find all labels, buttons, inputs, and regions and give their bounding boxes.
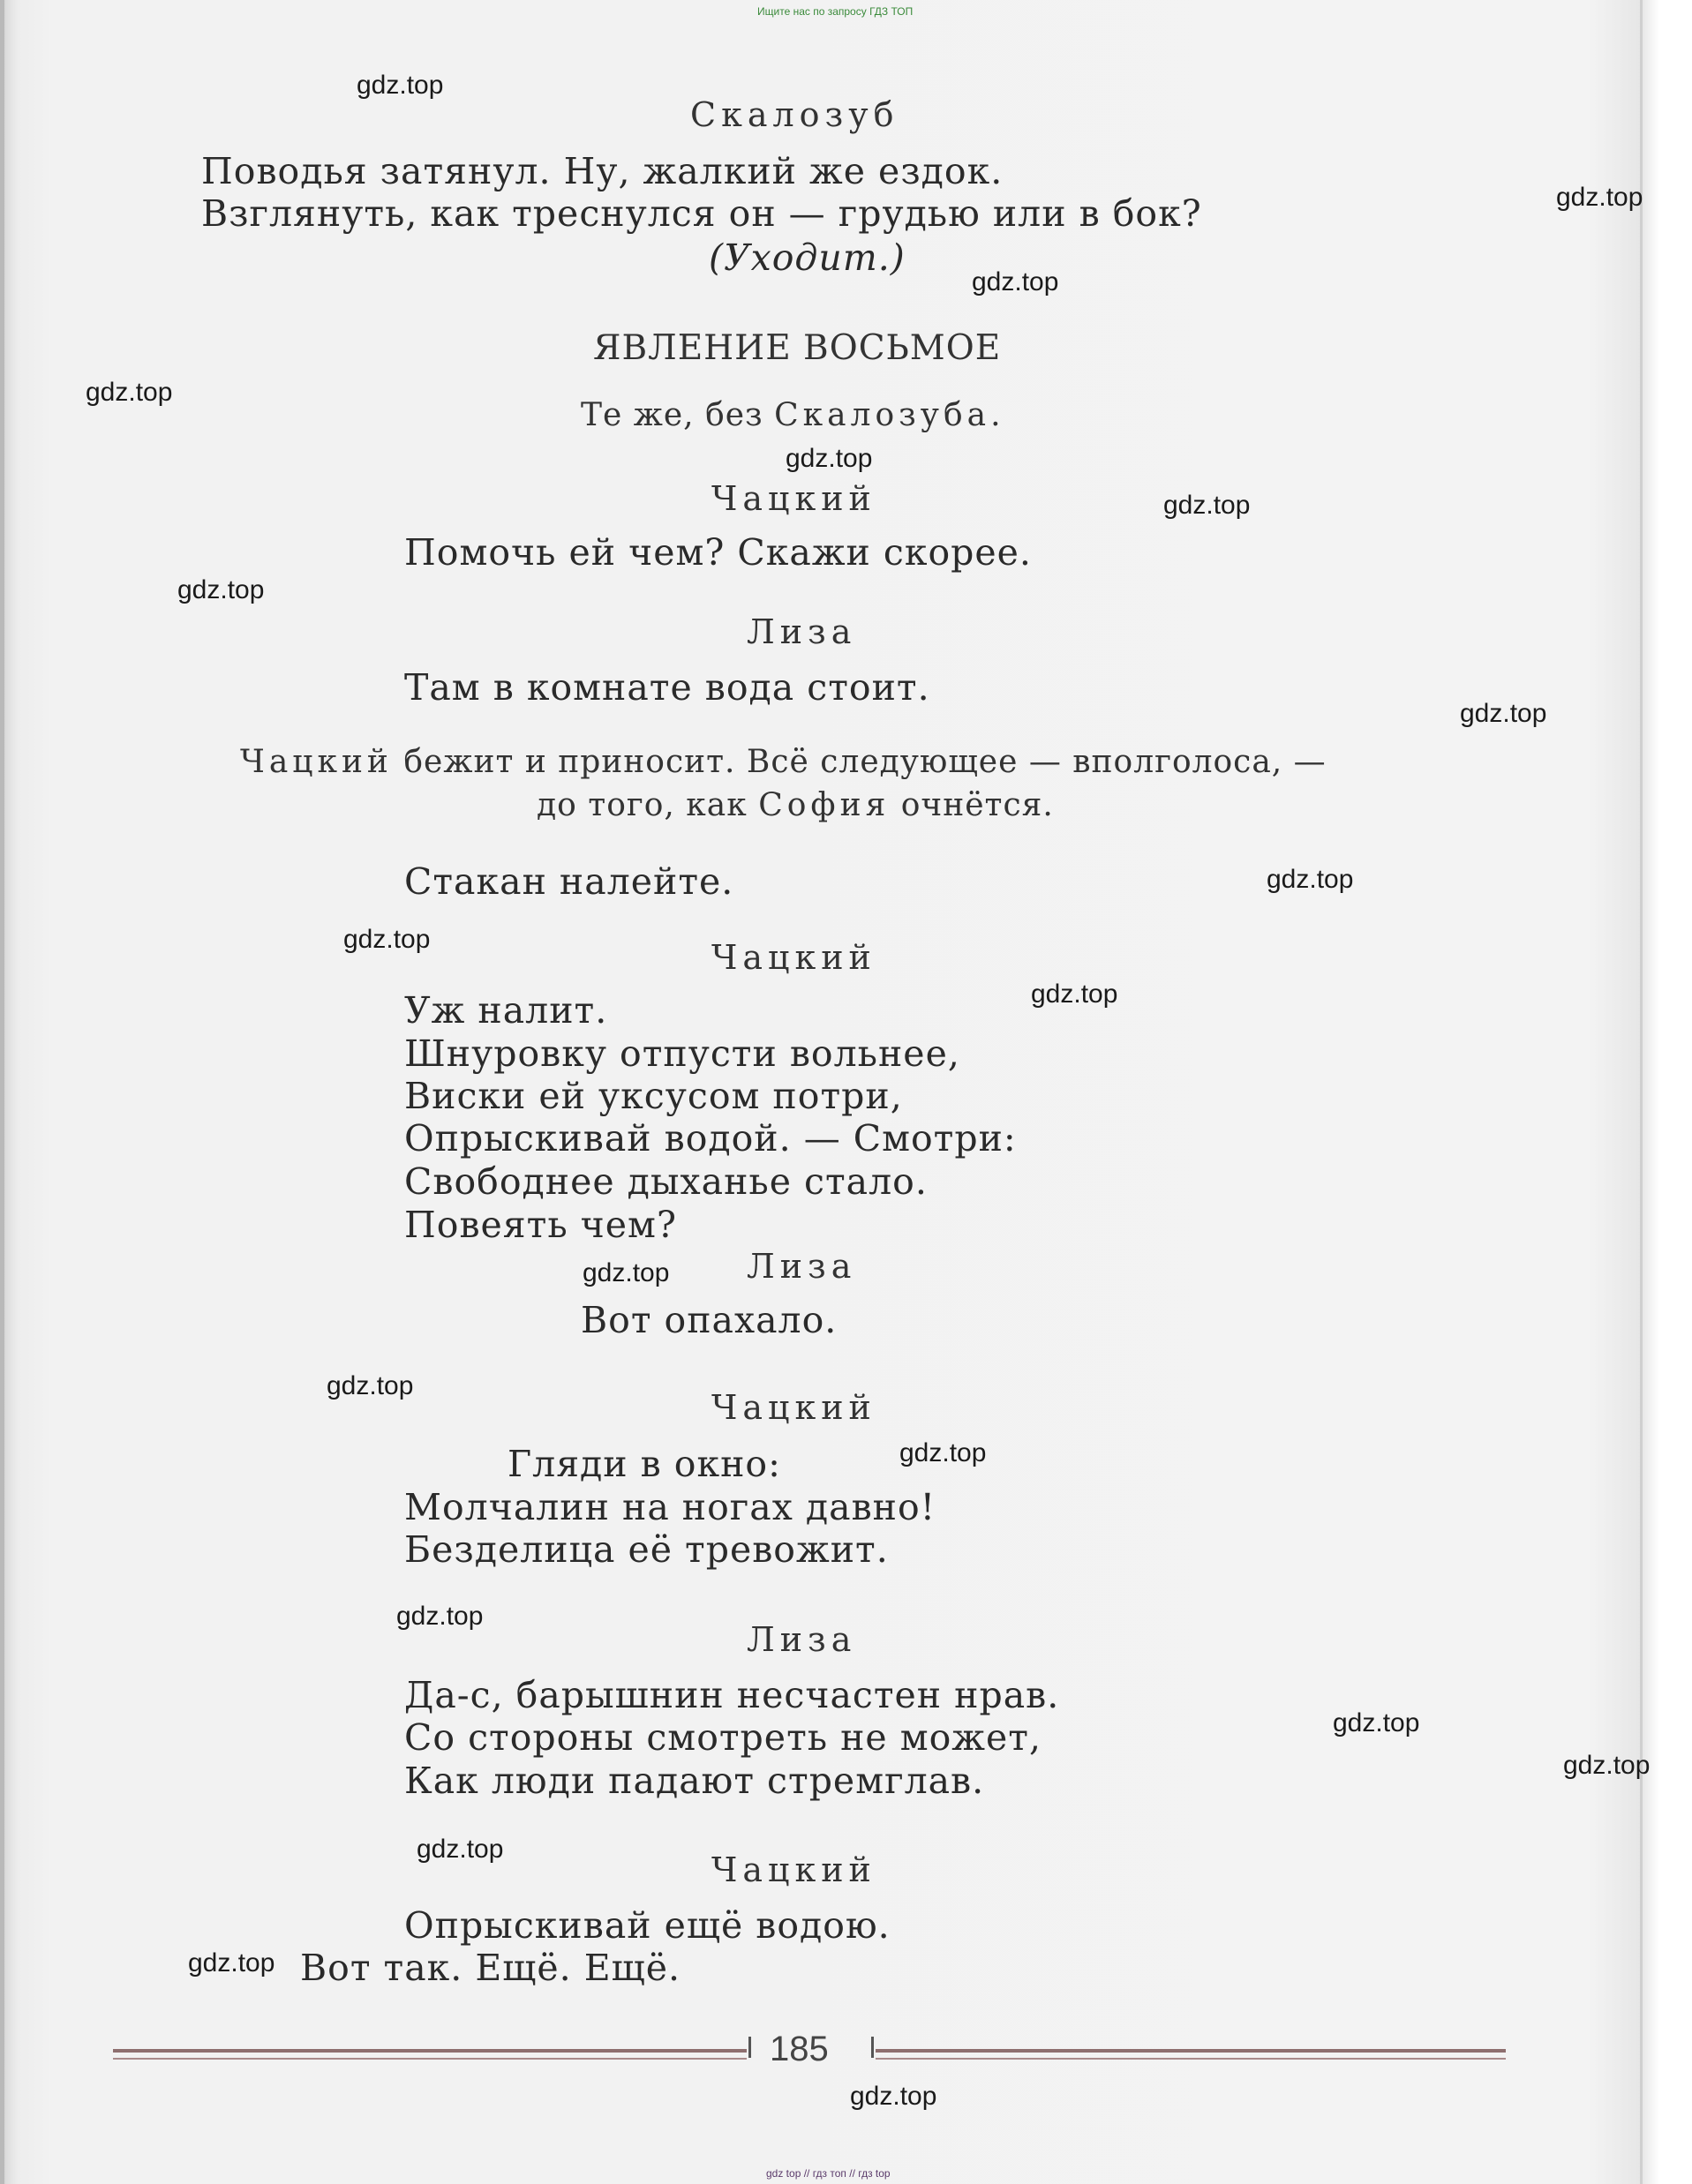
stage-direction-exit: (Уходит.) — [709, 236, 906, 279]
direction-text: очнётся. — [890, 787, 1054, 823]
stage-direction — [537, 787, 1054, 823]
watermark: gdz.top — [1333, 1708, 1420, 1737]
watermark: gdz.top — [850, 2082, 937, 2111]
footer-tick-right — [871, 2037, 874, 2058]
verse-line: Виски ей уксусом потри, — [404, 1075, 903, 1117]
top-banner: Ищите нас по запросу ГДЗ ТОП — [757, 5, 914, 18]
speaker-chatsky: Чацкий — [711, 479, 876, 518]
stage-direction — [240, 744, 1327, 780]
verse-line: Гляди в окно: — [508, 1443, 781, 1485]
bottom-banner: gdz top // гдз топ // гдз top — [766, 2167, 891, 2180]
watermark: gdz.top — [343, 925, 431, 954]
watermark: gdz.top — [1556, 183, 1643, 212]
footer-rule-right — [876, 2049, 1506, 2053]
watermark: gdz.top — [899, 1438, 987, 1467]
verse-line: Взглянуть, как треснулся он — грудью или в бок? — [201, 192, 1202, 235]
watermark: gdz.top — [1460, 699, 1547, 728]
speaker-liza: Лиза — [747, 1247, 857, 1286]
verse-line: Опрыскивай ещё водою. — [404, 1904, 891, 1947]
verse-line: Опрыскивай водой. — Смотри: — [404, 1117, 1017, 1160]
footer-rule-right — [876, 2058, 1506, 2060]
speaker-chatsky: Чацкий — [711, 1850, 876, 1889]
watermark: gdz.top — [357, 71, 444, 100]
verse-line: Со стороны смотреть не может, — [404, 1716, 1042, 1759]
page-left-edge — [0, 0, 4, 2184]
watermark: gdz.top — [1163, 491, 1251, 520]
watermark: gdz.top — [177, 575, 265, 604]
direction-text: до того, как — [537, 787, 759, 823]
footer-rule-left — [113, 2049, 747, 2053]
speaker-chatsky: Чацкий — [711, 1388, 876, 1427]
direction-text: бежит и приносит. Всё следующее — вполголоса, — — [392, 744, 1327, 780]
verse-line: Да-с, барышнин несчастен нрав. — [404, 1674, 1060, 1716]
verse-line: Безделица её тревожит. — [404, 1528, 889, 1571]
watermark: gdz.top — [972, 267, 1059, 296]
speaker-liza: Лиза — [747, 612, 857, 651]
scene-cast-prefix: Те же, без — [581, 397, 775, 433]
page-number: 185 — [770, 2030, 829, 2068]
watermark: gdz.top — [1267, 865, 1354, 894]
watermark: gdz.top — [188, 1948, 275, 1978]
verse-line: Вот так. Ещё. Ещё. — [300, 1947, 681, 1989]
watermark: gdz.top — [417, 1835, 504, 1864]
verse-line: Поводья затянул. Ну, жалкий же ездок. — [201, 150, 1004, 192]
footer-rule-left — [113, 2058, 747, 2060]
direction-name-chatsky: Чацкий — [240, 744, 393, 780]
verse-line: Как люди падают стремглав. — [404, 1760, 985, 1802]
scene-cast — [581, 397, 1005, 433]
verse-line: Помочь ей чем? Скажи скорее. — [404, 531, 1032, 574]
watermark: gdz.top — [1563, 1751, 1651, 1780]
verse-line: Там в комнате вода стоит. — [404, 666, 930, 709]
speaker-chatsky: Чацкий — [711, 938, 876, 977]
verse-line: Повеять чем? — [404, 1204, 677, 1246]
watermark: gdz.top — [1031, 979, 1118, 1009]
watermark: gdz.top — [786, 444, 873, 473]
verse-line: Шнуровку отпусти вольнее, — [404, 1032, 960, 1075]
page-right-edge — [1640, 0, 1643, 2184]
watermark: gdz.top — [396, 1602, 484, 1631]
verse-line: Молчалин на ногах давно! — [404, 1486, 936, 1528]
direction-name-sofia: София — [758, 787, 891, 823]
scene-heading: ЯВЛЕНИЕ ВОСЬМОЕ — [593, 328, 1002, 368]
scene-cast-name: Скалозуба. — [774, 397, 1005, 433]
watermark: gdz.top — [583, 1258, 670, 1287]
verse-line: Стакан налейте. — [404, 860, 734, 903]
watermark: gdz.top — [86, 378, 173, 407]
footer-tick-left — [748, 2037, 751, 2058]
speaker-liza: Лиза — [747, 1620, 857, 1659]
watermark: gdz.top — [327, 1371, 414, 1400]
speaker-skalozub: Скалозуб — [690, 95, 899, 134]
verse-line: Уж налит. — [404, 989, 608, 1032]
verse-line: Вот опахало. — [581, 1299, 838, 1341]
verse-line: Свободнее дыханье стало. — [404, 1160, 928, 1203]
